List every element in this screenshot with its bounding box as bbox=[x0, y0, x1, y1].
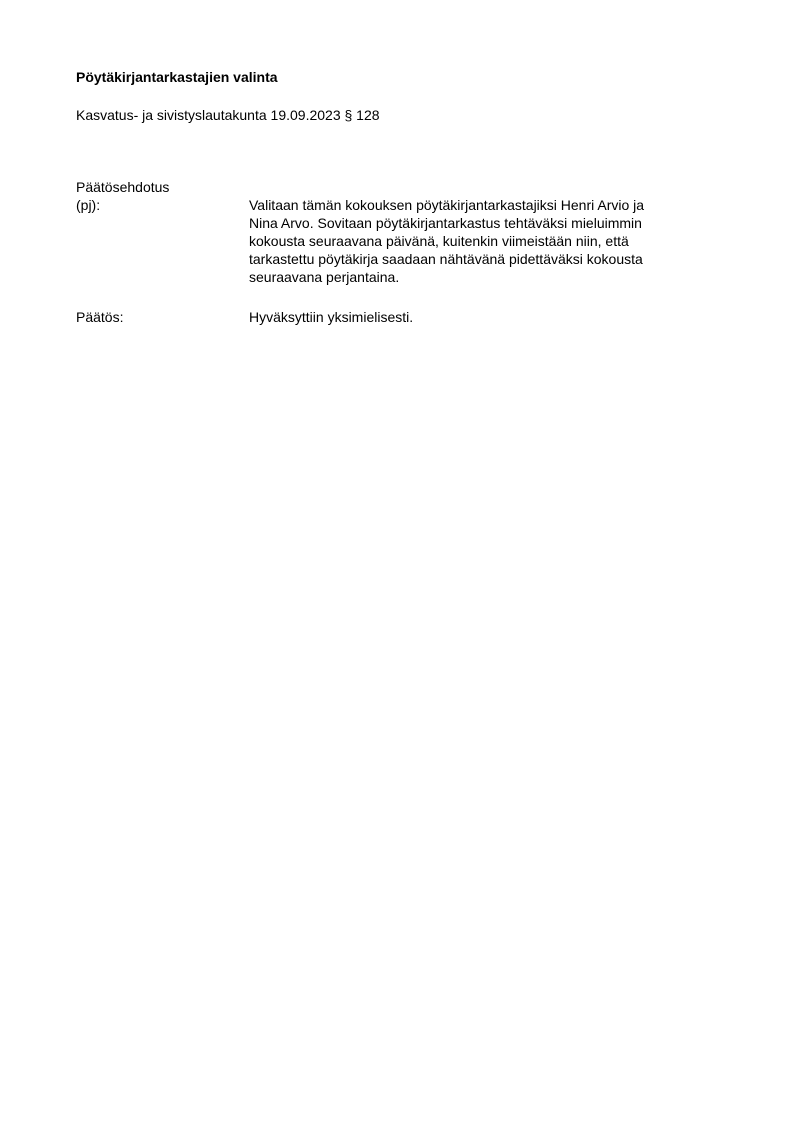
proposal-label bbox=[76, 178, 246, 214]
proposal-text-line: Nina Arvo. Sovitaan pöytäkirjantarkastus tehtäväksi mieluimmin bbox=[249, 215, 642, 231]
decision-label: Päätös: bbox=[76, 309, 124, 325]
decision-text: Hyväksyttiin yksimielisesti. bbox=[249, 309, 414, 325]
proposal-text bbox=[249, 196, 711, 286]
proposal-text-line: seuraavana perjantaina. bbox=[249, 269, 400, 285]
proposal-text-line: kokousta seuraavana päivänä, kuitenkin viimeistään niin, että bbox=[249, 233, 629, 249]
proposal-label-line: (pj): bbox=[76, 197, 101, 213]
proposal-label-line: Päätösehdotus bbox=[76, 179, 170, 195]
proposal-text-line: Valitaan tämän kokouksen pöytäkirjantarkastajiksi Henri Arvio ja bbox=[249, 197, 645, 213]
page-title: Pöytäkirjantarkastajien valinta bbox=[76, 69, 278, 85]
meeting-reference: Kasvatus- ja sivistyslautakunta 19.09.2023 § 128 bbox=[76, 107, 380, 123]
proposal-text-line: tarkastettu pöytäkirja saadaan nähtävänä pidettäväksi kokousta bbox=[249, 251, 643, 267]
